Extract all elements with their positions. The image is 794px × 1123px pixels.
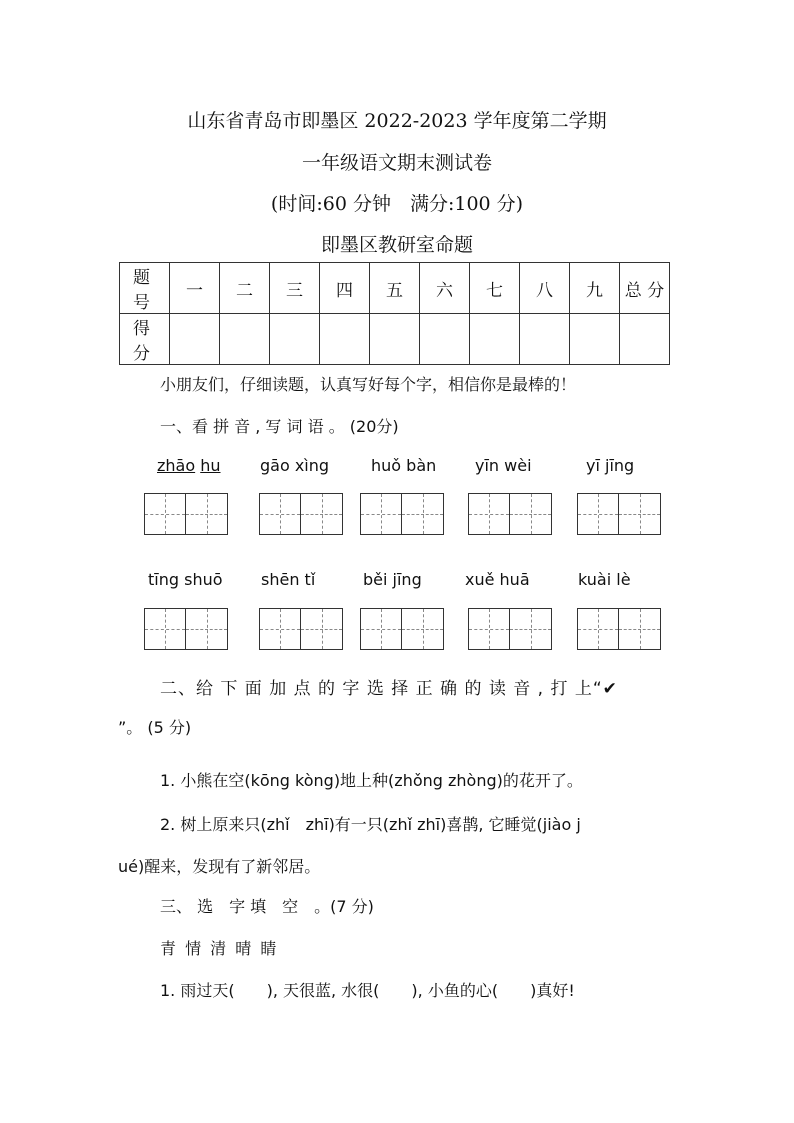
writing-grid[interactable] [468,608,552,650]
writing-grid[interactable] [360,608,444,650]
score-cell[interactable] [370,314,420,365]
writing-cell[interactable] [510,608,552,650]
writing-cell[interactable] [259,608,301,650]
score-table-col: 九 [570,263,620,314]
question-cont: ué)醒来，发现有了新邻居。 [118,857,321,876]
score-cell-total[interactable] [620,314,670,365]
score-table-score-row [120,314,670,365]
section2-heading-cont: ”。 (5 分) [118,718,192,737]
pinyin-label: kuài lè [578,570,631,589]
score-cell[interactable] [320,314,370,365]
exam-subtitle: 一年级语文期末测试卷 [301,152,492,174]
pinyin-label [157,456,221,475]
score-table-col: 八 [520,263,570,314]
writing-cell[interactable] [510,493,552,535]
writing-cell[interactable] [144,493,186,535]
writing-grid[interactable] [259,608,343,650]
word-choices: 青 情 清 晴 睛 [160,939,279,958]
writing-cell[interactable] [360,608,402,650]
exam-time-info: (时间:60 分钟 满分:100 分) [270,193,524,215]
pinyin-label: yīn wèi [475,456,532,475]
score-cell[interactable] [170,314,220,365]
writing-cell[interactable] [301,608,343,650]
writing-grid[interactable] [577,608,661,650]
writing-cell[interactable] [619,608,661,650]
intro-text: 小朋友们，仔细读题，认真写好每个字，相信你是最棒的！ [160,375,577,394]
score-table-col: 五 [370,263,420,314]
score-table-col: 七 [470,263,520,314]
writing-grid[interactable] [259,493,343,535]
writing-grid[interactable] [360,493,444,535]
score-table-col: 六 [420,263,470,314]
score-table-header-row [120,263,670,314]
score-cell[interactable] [220,314,270,365]
writing-cell[interactable] [186,493,228,535]
score-table-total-label: 总 分 [620,263,670,314]
score-cell[interactable] [270,314,320,365]
writing-cell[interactable] [259,493,301,535]
writing-cell[interactable] [301,493,343,535]
question: 1. 小熊在空(kōng kòng)地上种(zhǒng zhòng)的花开了。 [160,771,583,790]
writing-grid[interactable] [468,493,552,535]
question: 1. 雨过天( ), 天很蓝, 水很( ), 小鱼的心( )真好! [160,981,575,1000]
writing-cell[interactable] [402,493,444,535]
pinyin-label: shēn tǐ [261,570,316,589]
score-table-col: 三 [270,263,320,314]
pinyin-label: xuě huā [465,570,530,589]
section1-heading: 一、看 拼 音 , 写 词 语 。 (20分) [160,417,399,436]
pinyin-label: gāo xìng [260,456,330,475]
exam-title: 山东省青岛市即墨区 2022-2023 学年度第二学期 [187,110,607,132]
writing-grid[interactable] [144,608,228,650]
writing-cell[interactable] [360,493,402,535]
score-table [119,262,670,365]
writing-grid[interactable] [577,493,661,535]
score-table-row-label: 得 分 [120,314,170,365]
writing-cell[interactable] [468,493,510,535]
writing-cell[interactable] [186,608,228,650]
pinyin-syllable: zhāo [157,456,196,475]
score-cell[interactable] [470,314,520,365]
writing-cell[interactable] [402,608,444,650]
writing-cell[interactable] [144,608,186,650]
section2-heading: 二、给 下 面 加 点 的 字 选 择 正 确 的 读 音 , 打 上“✔ [160,679,618,699]
score-table-col: 二 [220,263,270,314]
score-cell[interactable] [570,314,620,365]
pinyin-label: huǒ bàn [371,456,437,475]
pinyin-label: yī jīng [586,456,635,475]
pinyin-label: běi jīng [363,570,422,589]
writing-cell[interactable] [619,493,661,535]
question: 2. 树上原来只(zhǐ zhī)有一只(zhǐ zhī)喜鹊, 它睡觉(jiào j [160,815,581,834]
score-cell[interactable] [420,314,470,365]
pinyin-syllable: hu [200,456,221,475]
score-table-col: 一 [170,263,220,314]
writing-cell[interactable] [577,493,619,535]
section3-heading: 三、 选 字 填 空 。(7 分) [160,897,374,916]
pinyin-label: tīng shuō [148,570,223,589]
score-table-col: 四 [320,263,370,314]
writing-cell[interactable] [577,608,619,650]
score-table-row-label: 题 号 [120,263,170,314]
exam-author: 即墨区教研室命题 [320,234,473,256]
score-cell[interactable] [520,314,570,365]
writing-grid[interactable] [144,493,228,535]
writing-cell[interactable] [468,608,510,650]
